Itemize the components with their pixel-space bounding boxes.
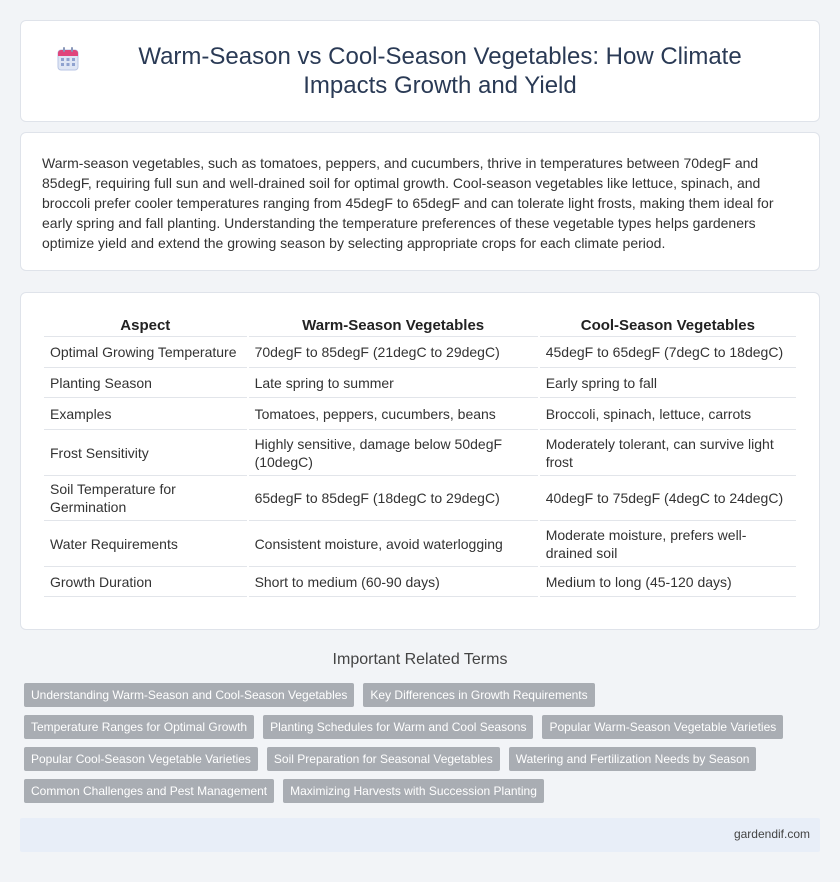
cell-cool: Medium to long (45-120 days) [540, 567, 796, 597]
cell-cool: Moderately tolerant, can survive light frost [540, 430, 796, 476]
cell-aspect: Planting Season [44, 368, 247, 398]
cell-aspect: Water Requirements [44, 521, 247, 567]
intro-card [20, 132, 820, 271]
cell-aspect: Soil Temperature for Germination [44, 476, 247, 521]
table-row [44, 430, 796, 476]
related-term-tag[interactable]: Popular Warm-Season Vegetable Varieties [542, 715, 783, 739]
cell-cool: 40degF to 75degF (4degC to 24degC) [540, 476, 796, 521]
title-wrap [21, 21, 819, 121]
cell-warm: Tomatoes, peppers, cucumbers, beans [249, 398, 538, 430]
related-term-tag[interactable]: Planting Schedules for Warm and Cool Seasons [263, 715, 533, 739]
related-term-tag[interactable]: Soil Preparation for Seasonal Vegetables [267, 747, 500, 771]
comparison-table [42, 315, 798, 597]
related-term-tag[interactable]: Temperature Ranges for Optimal Growth [24, 715, 254, 739]
related-term-tag[interactable]: Understanding Warm-Season and Cool-Season Vegetables [24, 683, 354, 707]
comparison-card [20, 292, 820, 630]
related-term-tag[interactable]: Popular Cool-Season Vegetable Varieties [24, 747, 258, 771]
cell-aspect: Growth Duration [44, 567, 247, 597]
related-terms-heading: Important Related Terms [332, 651, 508, 668]
cell-cool: Early spring to fall [540, 368, 796, 398]
tag-row [24, 683, 804, 707]
related-term-tag[interactable]: Watering and Fertilization Needs by Season [509, 747, 757, 771]
related-term-tag[interactable]: Common Challenges and Pest Management [24, 779, 274, 803]
tag-row [24, 779, 804, 803]
table-row [44, 567, 796, 597]
table-row [44, 398, 796, 430]
table-row [44, 337, 796, 368]
cell-aspect: Optimal Growing Temperature [44, 337, 247, 368]
header-aspect: Aspect [44, 315, 247, 337]
table-row [44, 368, 796, 398]
cell-cool: Broccoli, spinach, lettuce, carrots [540, 398, 796, 430]
table-row [44, 476, 796, 521]
footer [20, 818, 820, 852]
page-title: Warm-Season vs Cool-Season Vegetables: How Climate Impacts Growth and Yield [138, 43, 742, 99]
table-row [44, 521, 796, 567]
header-cool-season: Cool-Season Vegetables [540, 315, 796, 337]
footer-site-link[interactable]: gardendif.com [733, 827, 810, 841]
cell-warm: Late spring to summer [249, 368, 538, 398]
cell-warm: Highly sensitive, damage below 50degF (10degC) [249, 430, 538, 476]
tag-row [24, 747, 804, 771]
cell-warm: Short to medium (60-90 days) [249, 567, 538, 597]
tag-row [24, 715, 804, 739]
header-warm-season: Warm-Season Vegetables [249, 315, 538, 337]
cell-aspect: Examples [44, 398, 247, 430]
cell-cool: 45degF to 65degF (7degC to 18degC) [540, 337, 796, 368]
cell-warm: 70degF to 85degF (21degC to 29degC) [249, 337, 538, 368]
header-card [20, 20, 820, 122]
cell-aspect: Frost Sensitivity [44, 430, 247, 476]
related-terms-list [24, 683, 804, 811]
cell-warm: 65degF to 85degF (18degC to 29degC) [249, 476, 538, 521]
intro-paragraph: Warm-season vegetables, such as tomatoes, peppers, and cucumbers, thrive in temperatures between 70degF and 85degF, requiring full sun and well-drained soil for optimal growth. Cool-season vegetables like lettuce, spinach, and broccoli prefer cooler temperatures ranging from 45degF to 65degF and can tolerate light frosts, making them ideal for early spring and fall planting. Understanding the temperature preferences of these vegetable types helps gardeners optimize yield and extend the growing season by selecting appropriate crops for each climate period. [42, 155, 774, 251]
related-term-tag[interactable]: Maximizing Harvests with Succession Planting [283, 779, 544, 803]
cell-cool: Moderate moisture, prefers well-drained soil [540, 521, 796, 567]
related-term-tag[interactable]: Key Differences in Growth Requirements [363, 683, 594, 707]
table-header-row [44, 315, 796, 337]
cell-warm: Consistent moisture, avoid waterlogging [249, 521, 538, 567]
